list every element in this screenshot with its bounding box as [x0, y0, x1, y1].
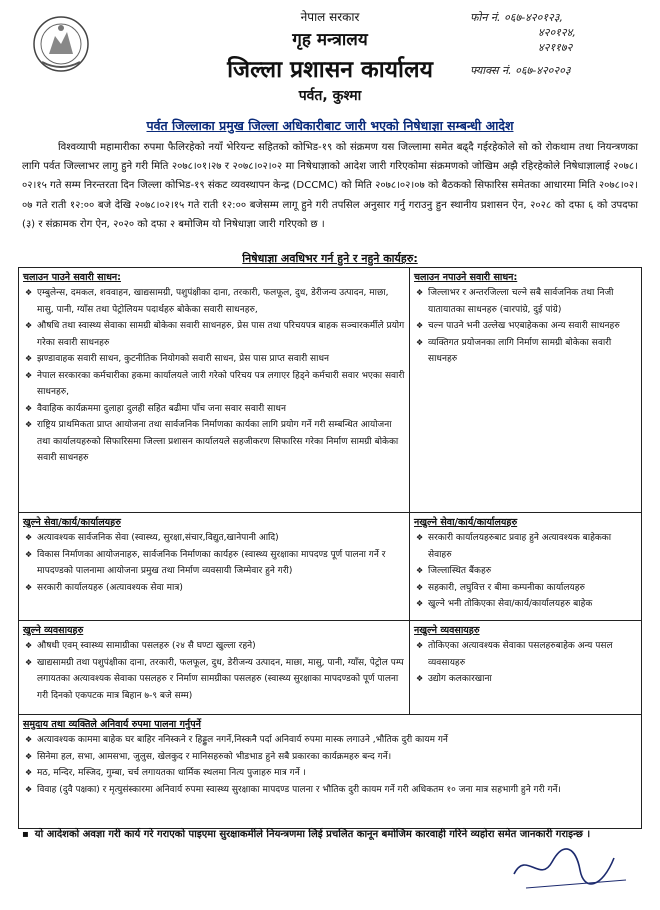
section-title: नखुल्ने सेवा/कार्य/कार्यालयहरु	[414, 517, 518, 528]
services-open-list	[23, 530, 405, 596]
list-item: ❖ सरकारी कार्यालयहरुबाट प्रवाह हुने अत्यावश्यक बाहेकका सेवाहरु	[428, 530, 637, 563]
phone-line-2: ४२०१२४,	[538, 26, 576, 39]
list-item: ❖ राष्ट्रिय प्राथमिकता प्राप्त आयोजना तथा सार्वजनिक निर्माणका कार्यका लागि प्रयोग गर्ने गरी सम्बन्धित आयोजना तथा कार्यालयहरुको सिफारिसमा जिल्ला प्रशासन कार्यालयले सहजीकरण सिफारिस गरेका निर्माण सामग्री बोकेका सवारी साधनहरु	[37, 417, 405, 467]
signature-stamp	[506, 840, 646, 896]
ministry-label: गृह मन्त्रालय	[292, 30, 368, 50]
services-open-cell	[19, 513, 410, 621]
footer-bullet-icon: ▪	[22, 829, 29, 840]
government-label: नेपाल सरकार	[300, 10, 360, 24]
footer-text: यो आदेशको अवज्ञा गरी कार्य गरे गराएको पाइएमा सुरक्षाकर्मीले नियन्त्रणमा लिई प्रचलित कानून बमोजिम कारवाही गरिने व्यहोरा समेत जानकारी गराइन्छ ।	[34, 829, 591, 840]
list-item: ❖ अत्यावश्यक सार्वजनिक सेवा (स्वास्थ्य, सुरक्षा,संचार,विद्युत,खानेपानी आदि)	[37, 530, 405, 547]
vehicles-banned-list	[414, 285, 637, 368]
list-item: ❖ नेपाल सरकारका कर्मचारीका हकमा कार्यालयले जारी गरेको परिचय पत्र लगाएर हिड्ने कर्मचारी सवार भएका सवारी साधनहरु,	[37, 368, 405, 401]
list-item: ❖ औषधि तथा स्वास्थ्य सेवाका सामग्री बोकेका सवारी साधनहरु, प्रेस पास तथा परिचयपत्र बाहक सञ्चारकर्मीले प्रयोग गरेका सवारी साधनहरु	[37, 318, 405, 351]
list-item: ❖ विकास निर्माणका आयोजनाहरु, सार्वजनिक निर्माणका कार्यहरु (स्वास्थ्य सुरक्षाका मापदण्ड पूर्ण पालना गर्ने र मापदण्डको पालनामा आयोजना प्रमुख तथा निर्माण व्यवसायी जिम्मेवार हुने गरी)	[37, 547, 405, 580]
list-item: ❖ सिनेमा हल, सभा, आमसभा, जुलुस, खेलकुद र मानिसहरुको भीडभाड हुने सबै प्रकारका कार्यक्रमहरु बन्द गर्ने।	[37, 749, 637, 766]
list-item: ❖ एम्बुलेन्स, दमकल, शववाहन, खाद्यसामग्री, पशुपंक्षीका दाना, तरकारी, फलफूल, दुध, डेरीजन्य उत्पादन, माछा, मासु, पानी, ग्याँस तथा पेट्रोलियम पदार्थहरु बोकेका सवारी साधनहरु,	[37, 285, 405, 318]
fax-line: फ्याक्स नं. ०६७-४२०२०३	[470, 64, 571, 77]
list-item: ❖ मठ, मन्दिर, मस्जिद, गुम्बा, चर्च लगायतका धार्मिक स्थलमा नित्य पुजाहरु मात्र गर्ने ।	[37, 765, 637, 782]
vehicles-allowed-list	[23, 285, 405, 467]
vehicles-allowed-cell	[19, 268, 410, 513]
rules-table	[18, 267, 642, 829]
nepal-emblem	[32, 14, 90, 74]
list-item: ❖ चल्न पाउने भनी उल्लेख भएबाहेकका अन्य सवारी साधनहरु	[428, 318, 637, 335]
list-item: ❖ वैवाहिक कार्यक्रममा दुलाहा दुलही सहित बढीमा पाँच जना सवार सवारी साधन	[37, 401, 405, 418]
order-body-text: विश्वव्यापी महामारीका रुपमा फैलिरहेको नयाँ भेरियन्ट सहितको कोभिड-१९ को संक्रमण यस जिल्लामा समेत बढ्दै गईरहेकोले सो को रोकथाम तथा नियन्त्रणका लागि पर्वत जिल्लाभर लागु हुने गरी मिति २०७८।०१।२७ र २०७८।०२।०२ मा निषेधाज्ञाको आदेश जारी गरिएकोमा संक्रमणको जोखिम अझै रहिरहेकोले निषेधाज्ञालाई २०७८।०२।१५ गते सम्म निरन्तरता दिन जिल्ला कोभिड-१९ संकट व्यवस्थापन केन्द्र (DCCMC) को मिति २०७८।०२।०७ को बैठकको सिफारिस समेतका आधारमा मिति २०७८।०२।०७ गते राती १२:०० बजे देखि २०७८।०२।१५ गते राती १२:०० बजेसम्म लागू हुने गरी तपसिल अनुसार गर्नु गराउनु हुन स्थानीय प्रशासन ऐन, २०२८ को दफा ६ को उपदफा (३) र संक्रामक रोग ऐन, २०२० को दफा २ बमोजिम यो निषेधाज्ञा जारी गरिएको छ ।	[22, 142, 638, 230]
list-item: ❖ जिल्लास्थित बैंकहरु	[428, 563, 637, 580]
list-item: ❖ खुल्ने भनी तोकिएका सेवा/कार्य/कार्यालयहरु बाहेक	[428, 596, 637, 613]
business-closed-cell	[410, 621, 642, 715]
contact-info	[470, 10, 650, 78]
list-item: ❖ सहकारी, लघुवित्त र बीमा कम्पनीका कार्यालयहरु	[428, 580, 637, 597]
business-open-list	[23, 638, 405, 704]
office-name: जिल्ला प्रशासन कार्यालय	[227, 57, 433, 83]
office-header	[180, 8, 480, 105]
list-item: ❖ औषधी एवम् स्वास्थ्य सामाग्रीका पसलहरु (२४ सै घण्टा खुल्ला रहने)	[37, 638, 405, 655]
list-item: ❖ सरकारी कार्यालयहरु (अत्यावश्यक सेवा मात्र)	[37, 580, 405, 597]
list-item: ❖ उद्योग कलकारखाना	[428, 671, 637, 688]
order-subject: पर्वत जिल्लाका प्रमुख जिल्ला अधिकारीबाट जारी भएको निषेधाज्ञा सम्बन्धी आदेश	[146, 118, 514, 133]
order-body	[22, 138, 638, 234]
section-title: चलाउन पाउने सवारी साधन:	[23, 272, 121, 283]
list-item: ❖ विवाह (दुवै पक्षका) र मृत्युसंस्कारमा अनिवार्य रुपमा स्वास्थ्य सुरक्षाका मापदण्ड पालना र भौतिक दुरी कायम गर्ने गरी अधिकतम १० जना मात्र सहभागी हुने गरी गर्ने।	[37, 782, 637, 799]
section-title: खुल्ने सेवा/कार्य/कार्यालयहरु	[23, 517, 121, 528]
list-item: ❖ झण्डावाहक सवारी साधन, कुटनीतिक नियोगको सवारी साधन, प्रेस पास प्राप्त सवारी साधन	[37, 351, 405, 368]
phone-line-3: ४२११७२	[538, 41, 573, 54]
section-title: नखुल्ने व्यवसायहरु	[414, 625, 480, 636]
business-closed-list	[414, 638, 637, 688]
services-closed-cell	[410, 513, 642, 621]
services-closed-list	[414, 530, 637, 613]
mandatory-list	[23, 732, 637, 798]
list-item: ❖ खाद्यसामग्री तथा पशुपंक्षीका दाना, तरकारी, फलफूल, दुध, डेरीजन्य उत्पादन, माछा, मासु, पानी, ग्याँस, पेट्रोल पम्प लगायतका अत्यावश्यक सेवाका पसलहरु र निर्माण सामग्रीका पसलहरु (स्वास्थ्य सुरक्षाका मापदण्डको पूर्ण पालना गरी दिनको एकपटक मात्र बिहान ७-९ बजे सम्म)	[37, 655, 405, 705]
section-title: खुल्ने व्यवसायहरु	[23, 625, 84, 636]
rules-banner: निषेधाज्ञा अवधिभर गर्न हुने र नहुने कार्यहरु:	[242, 252, 418, 265]
section-title: चलाउन नपाउने सवारी साधन:	[414, 272, 518, 283]
list-item: ❖ व्यक्तिगत प्रयोजनका लागि निर्माण सामग्री बोकेका सवारी साधनहरु	[428, 335, 637, 368]
list-item: ❖ तोकिएका अत्यावश्यक सेवाका पसलहरुबाहेक अन्य पसल व्यवसायहरु	[428, 638, 637, 671]
list-item: ❖ अत्यावश्यक काममा बाहेक घर बाहिर ननिस्कने र हिड्डुल नगर्ने,निस्कनै पर्दा अनिवार्य रुपमा मास्क लगाउने ,भौतिक दुरी कायम गर्ने	[37, 732, 637, 749]
business-open-cell	[19, 621, 410, 715]
section-title: समुदाय तथा व्यक्तिले अनिवार्य रुपमा पालना गर्नुपर्ने	[23, 719, 201, 730]
office-location: पर्वत, कुश्मा	[298, 88, 362, 104]
phone-line-1: फोन नं. ०६७-४२०१२३,	[470, 11, 563, 24]
list-item: ❖ जिल्लाभर र अन्तरजिल्ला चल्ने सबै सार्वजनिक तथा निजी यातायातका साधनहरु (चारपांग्रे, दुई पांग्रे)	[428, 285, 637, 318]
vehicles-banned-cell	[410, 268, 642, 513]
mandatory-cell	[19, 715, 642, 829]
